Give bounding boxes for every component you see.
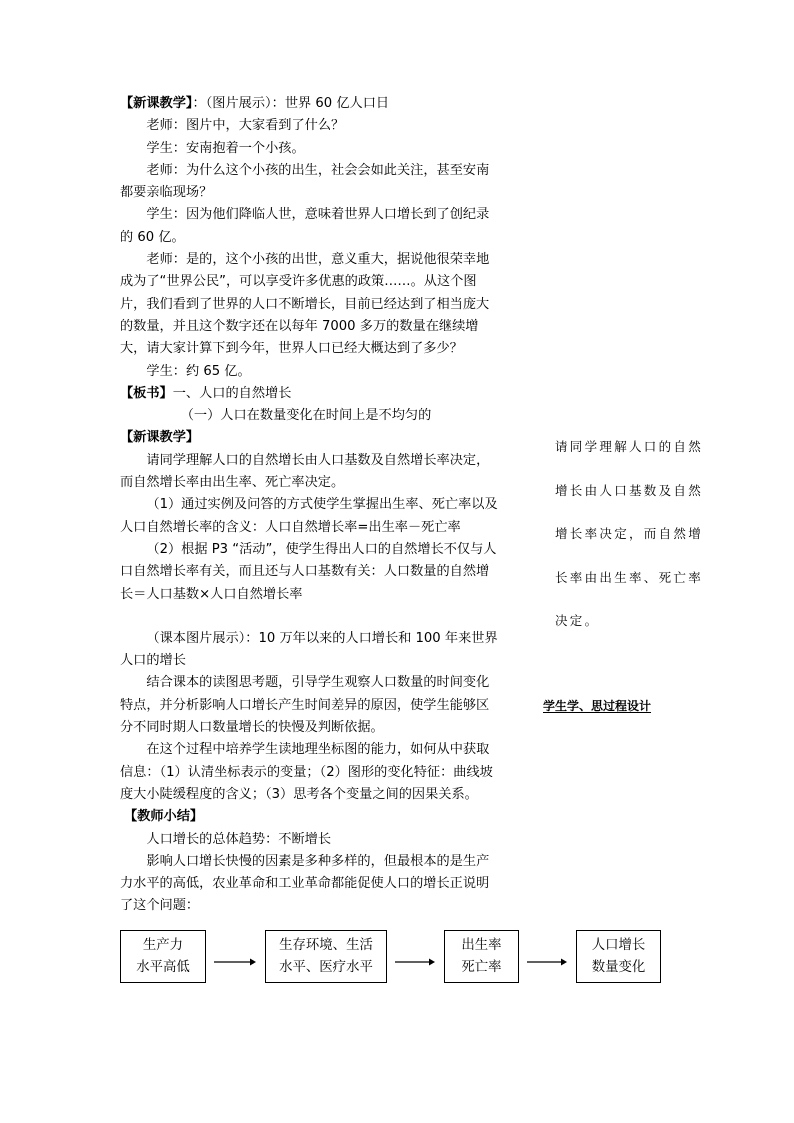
paragraph: 在这个过程中培养学生读地理坐标图的能力，如何从中获取信息：（1）认清坐标表示的变量；（2）图形的变化特征：曲线坡度大小陡缓程度的含义；（3）思考各个变量之间的因果关系。 (120, 742, 493, 802)
paragraph: 人口增长的总体趋势：不断增长 (146, 831, 332, 847)
dialogue-line: 老师：是的，这个小孩的出世，意义重大，据说他很荣幸地成为了“世界公民”，可以享受许多优惠的政策……。从这个图片，我们看到了世界的人口不断增长，目前已经达到了相当庞大的数量，并且这个数字还在以每年 7000 多万的数量在继续增大，请大家计算下到今年，世界人口已经大概达到了多少？ (120, 252, 490, 357)
paragraph: 影响人口增长快慢的因素是多种多样的，但最根本的是生产力水平的高低，农业革命和工业革命都能促使人口的增长正说明了这个问题： (120, 853, 490, 914)
sidebar-annotation (555, 425, 725, 643)
dialogue-line: 老师：为什么这个小孩的出生，社会会如此关注，甚至安南都要亲临现场？ (120, 162, 490, 201)
sidebar-line: 增长率决定，而自然增 (555, 526, 704, 541)
blank-line (120, 606, 500, 628)
flow-box-birth-death-rate: 出生率 死亡率 (444, 930, 519, 983)
paragraph: （2）根据 P3 “活动”，使学生得出人口的自然增长不仅与人口自然增长率有关，而且还与人口基数有关：人口数量的自然增长＝人口基数×人口自然增长率 (120, 541, 497, 602)
flow-box-population-change: 人口增长 数量变化 (576, 930, 661, 983)
dialogue-line: 学生：因为他们降临人世，意味着世界人口增长到了创纪录的 60 亿。 (120, 207, 490, 245)
board-subheading: （一）人口在数量变化在时间上是不均匀的 (180, 408, 432, 424)
sidebar-line: 请同学理解人口的自然 (555, 439, 704, 454)
summary-heading: 【教师小结】 (123, 809, 204, 825)
arrow-right-icon (527, 957, 567, 967)
dialogue-line: 学生：约 65 亿。 (146, 363, 251, 379)
flow-box-living-conditions: 生存环境、生活 水平、医疗水平 (265, 930, 387, 983)
section2-heading: 【新课教学】 (120, 430, 200, 446)
board-heading: 【板书】一、人口的自然增长 (120, 385, 292, 401)
paragraph: （课本图片展示）：10 万年以来的人口增长和 100 年来世界人口的增长 (120, 630, 498, 669)
dialogue-line: 老师：图片中，大家看到了什么？ (146, 118, 345, 134)
sidebar-line: 长率由出生率、死亡率 (555, 569, 704, 585)
arrow-right-icon (395, 957, 435, 967)
main-text (120, 93, 500, 918)
sidebar-line: 增长由人口基数及自然 (555, 482, 704, 498)
sidebar-line: 决定。 (555, 613, 600, 628)
dialogue-line: 学生：安南抱着一个小孩。 (146, 140, 305, 156)
section1-heading: 【新课教学】：（图片展示）：世界 60 亿人口日 (120, 96, 390, 111)
flow-box-productivity: 生产力 水平高低 (120, 930, 206, 983)
paragraph: （1）通过实例及问答的方式使学生掌握出生率、死亡率以及人口自然增长率的含义：人口自然增长率=出生率－死亡率 (120, 497, 498, 535)
design-note: 学生学、思过程设计 (543, 699, 652, 713)
paragraph: 结合课本的读图思考题，引导学生观察人口数量的时间变化特点，并分析影响人口增长产生时间差异的原因，使学生能够区分不同时期人口数量增长的快慢及判断依据。 (120, 675, 490, 736)
paragraph: 请同学理解人口的自然增长由人口基数及自然增长率决定，而自然增长率由出生率、死亡率决定。 (120, 452, 490, 491)
arrow-right-icon (214, 957, 256, 967)
